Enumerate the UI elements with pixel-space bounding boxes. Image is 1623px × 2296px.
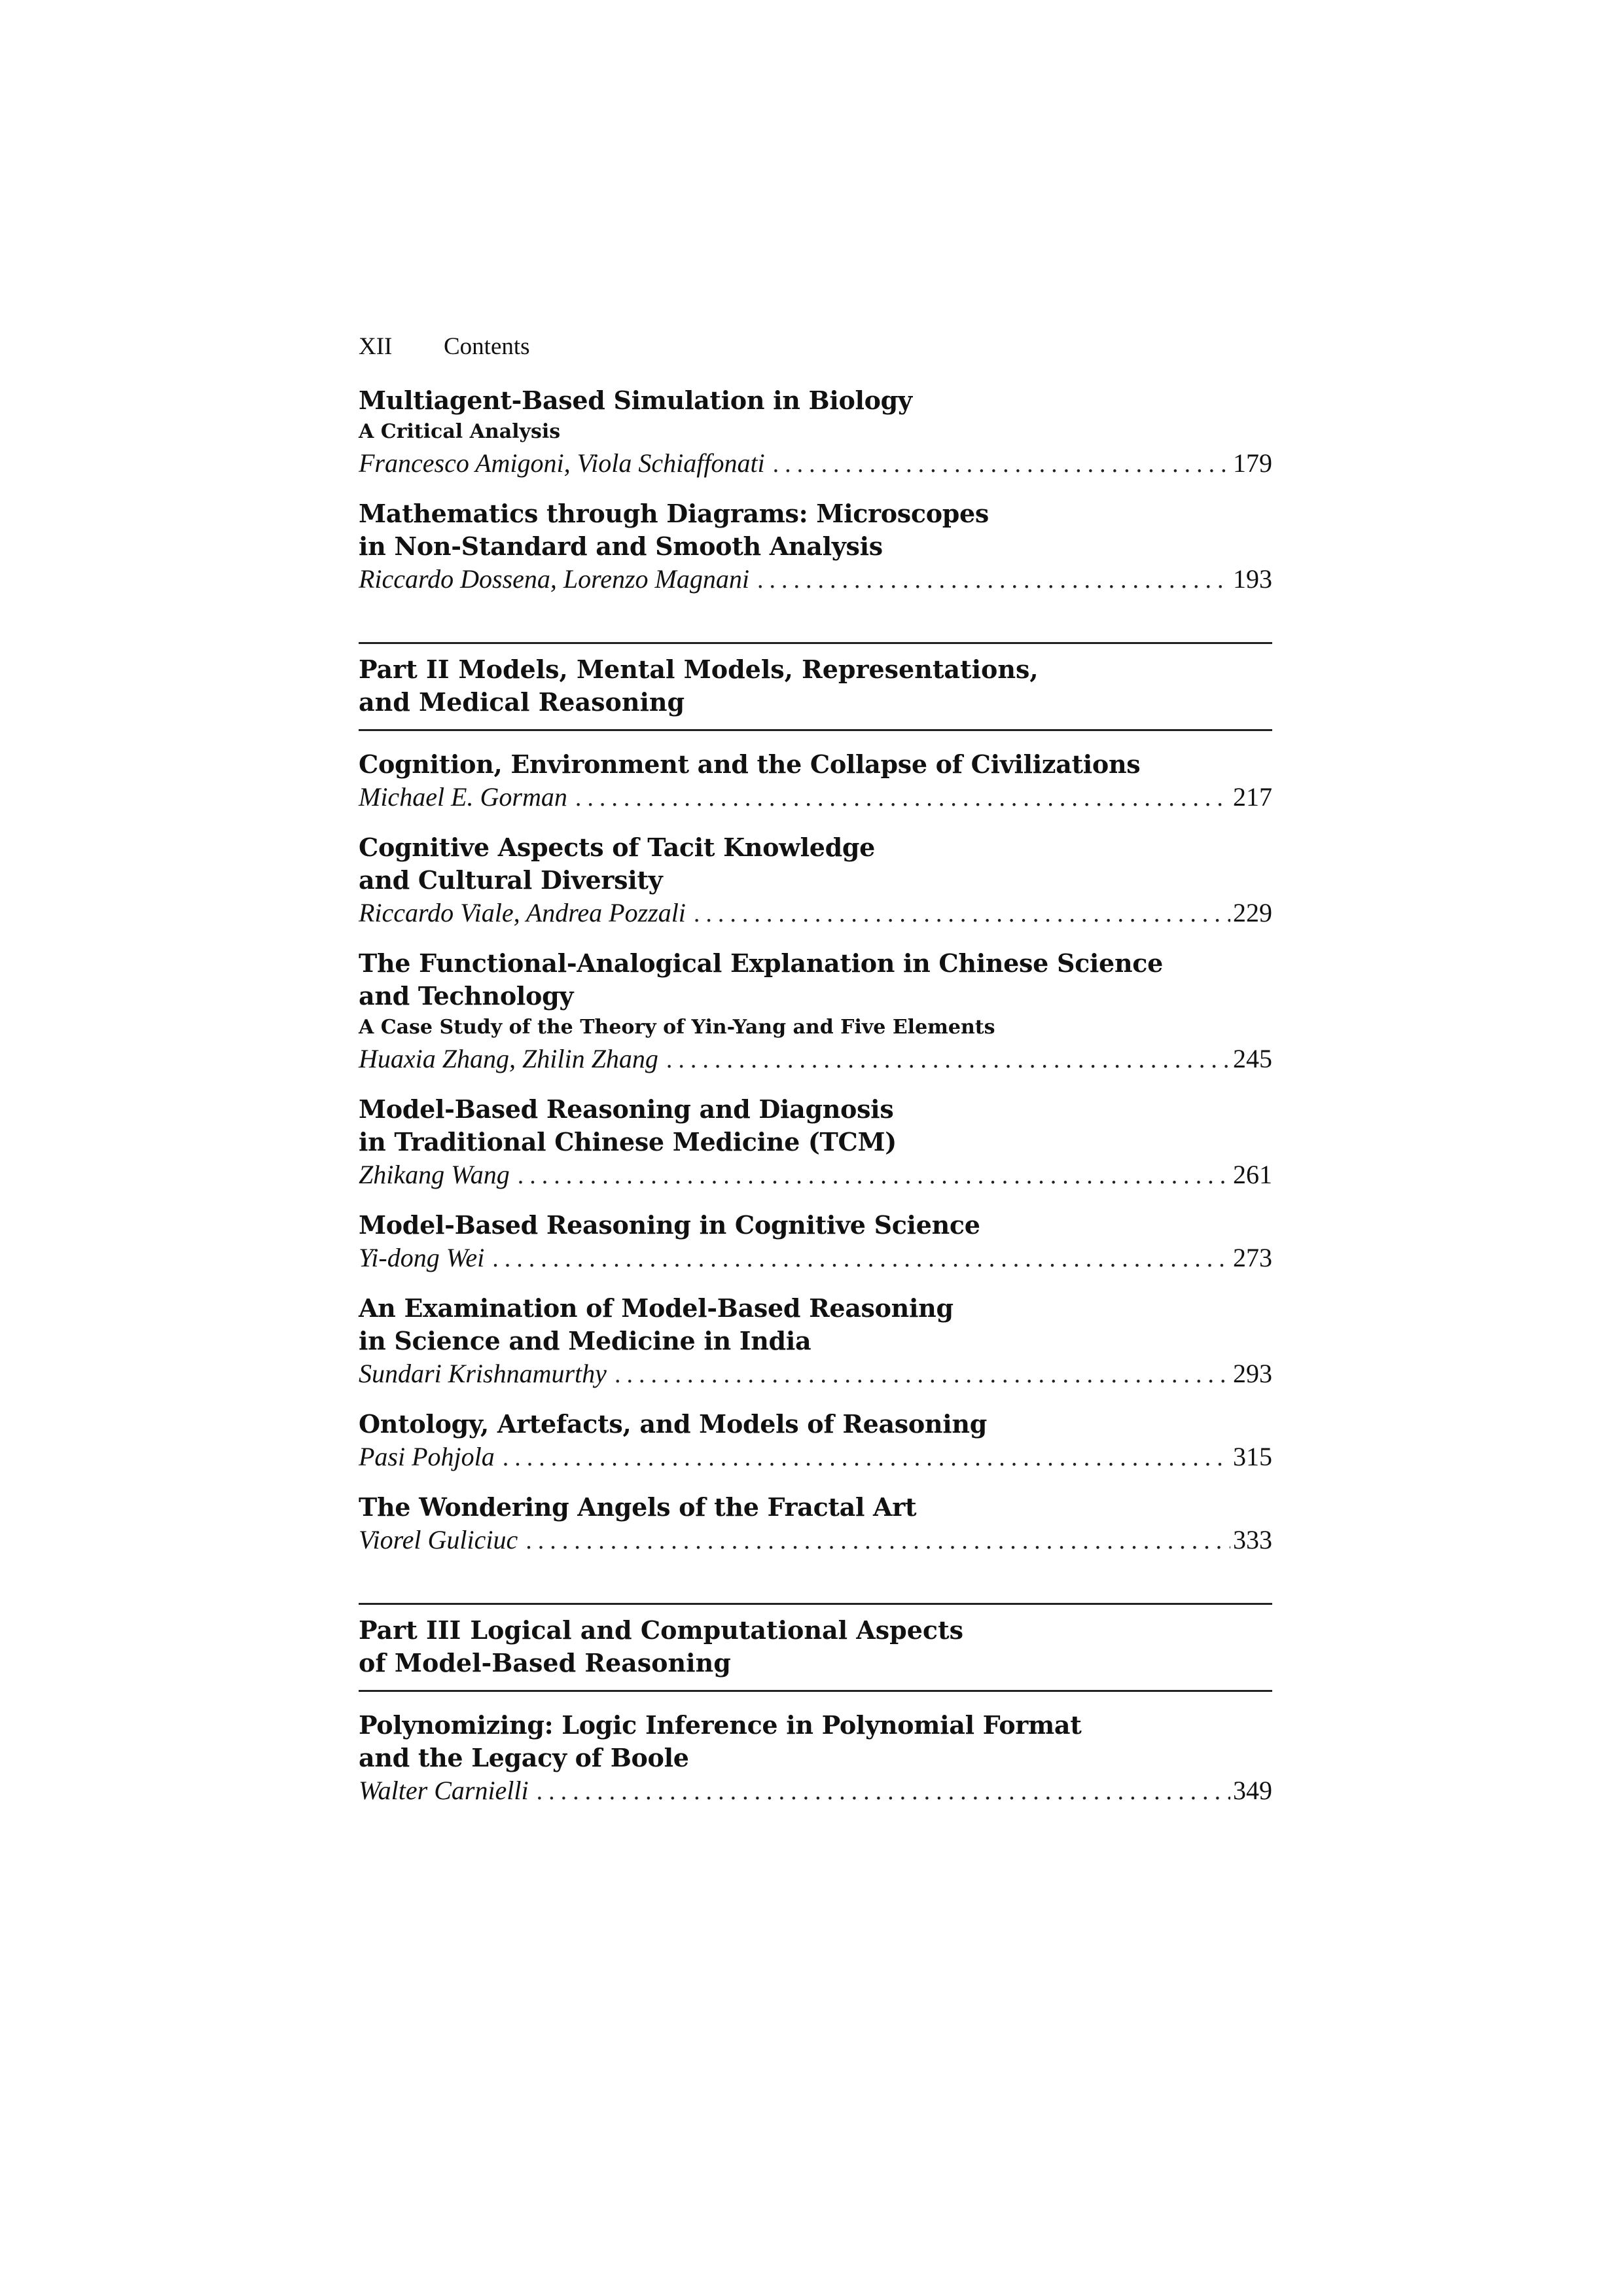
toc-entry bbox=[359, 1408, 1272, 1474]
toc-entry bbox=[359, 947, 1272, 1076]
entry-authors: Francesco Amigoni, Viola Schiaffonati bbox=[359, 448, 765, 478]
dot-leader bbox=[749, 564, 1230, 596]
toc-entry bbox=[359, 831, 1272, 930]
entry-page-number: 193 bbox=[1233, 564, 1272, 594]
dot-leader bbox=[495, 1441, 1230, 1474]
entry-authors: Walter Carnielli bbox=[359, 1776, 529, 1805]
entry-author-line bbox=[359, 1774, 1272, 1808]
entry-title: Model-Based Reasoning in Cognitive Science bbox=[359, 1210, 980, 1240]
entry-authors: Yi-dong Wei bbox=[359, 1243, 485, 1272]
entry-author-line bbox=[359, 447, 1272, 480]
entry-title-continued: in Science and Medicine in India bbox=[359, 1326, 812, 1355]
entry-title: Polynomizing: Logic Inference in Polynomial Format bbox=[359, 1710, 1082, 1740]
entry-title: An Examination of Model-Based Reasoning bbox=[359, 1293, 954, 1323]
entry-page-number: 217 bbox=[1233, 782, 1272, 812]
toc-entry bbox=[359, 1709, 1272, 1808]
toc-entry bbox=[359, 1292, 1272, 1391]
entry-list-part-i bbox=[359, 384, 1272, 596]
entry-subtitle: A Critical Analysis bbox=[359, 420, 561, 443]
entry-page-number: 315 bbox=[1233, 1442, 1272, 1471]
part-label: Part III bbox=[359, 1615, 461, 1645]
part-heading-ii bbox=[359, 642, 1272, 731]
entry-title: The Functional-Analogical Explanation in Chinese Science bbox=[359, 948, 1163, 978]
dot-leader bbox=[567, 781, 1230, 814]
running-head bbox=[359, 331, 1272, 367]
page-number: XII bbox=[359, 333, 393, 360]
running-title: Contents bbox=[444, 333, 530, 360]
part-title-line: Logical and Computational Aspects bbox=[470, 1615, 963, 1645]
entry-author-line bbox=[359, 1524, 1272, 1557]
entry-authors: Riccardo Viale, Andrea Pozzali bbox=[359, 898, 686, 927]
entry-title-continued: in Non-Standard and Smooth Analysis bbox=[359, 531, 883, 561]
entry-title-continued: and Cultural Diversity bbox=[359, 865, 663, 895]
entry-author-line bbox=[359, 563, 1272, 596]
part-title bbox=[359, 1614, 1272, 1647]
entry-authors: Zhikang Wang bbox=[359, 1160, 510, 1189]
part-title-continued: of Model-Based Reasoning bbox=[359, 1648, 731, 1677]
toc-entry bbox=[359, 1491, 1272, 1557]
toc-entry bbox=[359, 1093, 1272, 1192]
entry-page-number: 273 bbox=[1233, 1243, 1272, 1272]
toc-entry bbox=[359, 1209, 1272, 1275]
dot-leader bbox=[765, 448, 1230, 480]
entry-authors: Viorel Guliciuc bbox=[359, 1525, 518, 1554]
part-heading-iii bbox=[359, 1603, 1272, 1692]
part-title-line: Models, Mental Models, Representations, bbox=[458, 655, 1039, 684]
dot-leader bbox=[484, 1242, 1230, 1275]
entry-title-continued: in Traditional Chinese Medicine (TCM) bbox=[359, 1127, 897, 1157]
dot-leader bbox=[607, 1358, 1230, 1391]
entry-title-continued: and the Legacy of Boole bbox=[359, 1743, 689, 1772]
entry-author-line bbox=[359, 781, 1272, 814]
dot-leader bbox=[518, 1524, 1230, 1557]
toc-entry bbox=[359, 748, 1272, 814]
entry-list-part-iii bbox=[359, 1709, 1272, 1808]
entry-authors: Huaxia Zhang, Zhilin Zhang bbox=[359, 1044, 658, 1073]
part-title-continued: and Medical Reasoning bbox=[359, 687, 685, 717]
entry-authors: Pasi Pohjola bbox=[359, 1442, 495, 1471]
toc-entry bbox=[359, 384, 1272, 480]
entry-author-line bbox=[359, 1242, 1272, 1275]
entry-author-line bbox=[359, 1441, 1272, 1474]
entry-author-line bbox=[359, 897, 1272, 930]
entry-title: Ontology, Artefacts, and Models of Reasoning bbox=[359, 1409, 987, 1439]
entry-title: Cognition, Environment and the Collapse of Civilizations bbox=[359, 749, 1141, 779]
entry-page-number: 293 bbox=[1233, 1359, 1272, 1388]
entry-author-line bbox=[359, 1043, 1272, 1076]
entry-authors: Sundari Krishnamurthy bbox=[359, 1359, 607, 1388]
entry-subtitle: A Case Study of the Theory of Yin-Yang and Five Elements bbox=[359, 1016, 995, 1039]
entry-title: The Wondering Angels of the Fractal Art bbox=[359, 1492, 917, 1522]
dot-leader bbox=[510, 1159, 1230, 1192]
entry-page-number: 333 bbox=[1233, 1525, 1272, 1554]
entry-title: Mathematics through Diagrams: Microscopes bbox=[359, 499, 990, 528]
entry-page-number: 261 bbox=[1233, 1160, 1272, 1189]
entry-title-continued: and Technology bbox=[359, 981, 574, 1011]
entry-authors: Riccardo Dossena, Lorenzo Magnani bbox=[359, 564, 749, 594]
dot-leader bbox=[529, 1775, 1230, 1808]
entry-page-number: 179 bbox=[1233, 448, 1272, 478]
entry-list-part-ii bbox=[359, 748, 1272, 1557]
dot-leader bbox=[686, 897, 1230, 930]
entry-author-line bbox=[359, 1158, 1272, 1192]
entry-title: Model-Based Reasoning and Diagnosis bbox=[359, 1094, 894, 1124]
part-label: Part II bbox=[359, 655, 450, 684]
entry-title: Multiagent-Based Simulation in Biology bbox=[359, 386, 912, 415]
entry-author-line bbox=[359, 1357, 1272, 1391]
entry-authors: Michael E. Gorman bbox=[359, 782, 567, 812]
dot-leader bbox=[658, 1043, 1230, 1076]
part-title bbox=[359, 653, 1272, 686]
toc-entry bbox=[359, 497, 1272, 596]
entry-page-number: 349 bbox=[1233, 1776, 1272, 1805]
entry-title: Cognitive Aspects of Tacit Knowledge bbox=[359, 833, 876, 862]
entry-page-number: 229 bbox=[1233, 898, 1272, 927]
entry-page-number: 245 bbox=[1233, 1044, 1272, 1073]
table-of-contents bbox=[359, 331, 1272, 1808]
